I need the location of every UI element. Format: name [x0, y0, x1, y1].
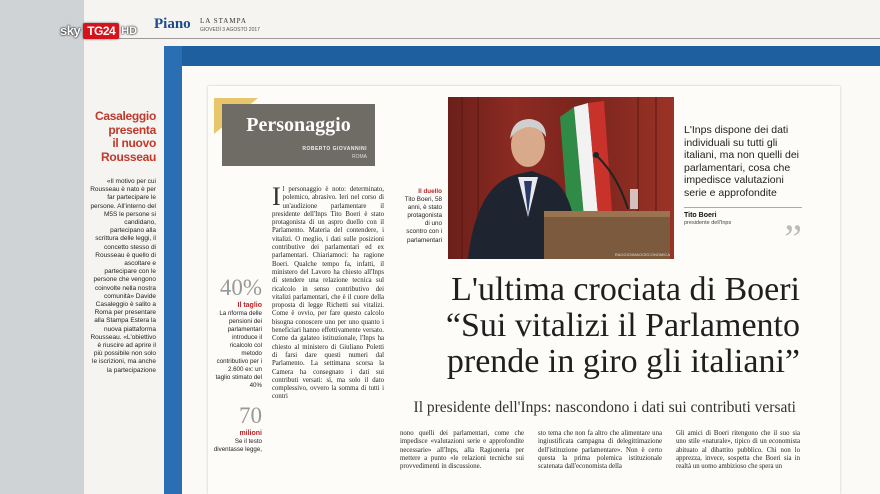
article-column: Gli amici di Boeri ritengono che il suo sia uno stile «naturale», tipico di un economista abituato al dibattito pubblico. Chi non lo apprezza, invece, sospetta che Boeri sia in realtà un uomo ambizioso che spera un: [676, 430, 800, 471]
stat-value: 40%: [219, 275, 262, 300]
stat-item: [212, 404, 262, 454]
pull-quote: [684, 124, 802, 261]
headline-line: “Sui vitalizi il Parlamento: [445, 307, 800, 344]
headline-line: L'ultima crociata di Boeri: [451, 271, 800, 308]
publication-date: GIOVEDÌ 3 AGOSTO 2017: [200, 27, 260, 33]
photo-caption: [404, 188, 442, 245]
dateline-city: ROMA: [352, 154, 367, 160]
article-body: [272, 182, 384, 402]
quote-author: Tito Boeri: [684, 211, 717, 219]
channel-logo: [60, 21, 137, 40]
quote-mark-icon: ”: [784, 216, 802, 261]
drop-cap: I: [272, 182, 281, 211]
channel-name: TG24: [83, 23, 119, 39]
brand-name: sky: [60, 23, 81, 38]
quote-author-role: presidente dell'Inps: [684, 219, 732, 226]
photo-illustration: [448, 97, 674, 259]
stat-label: Il taglio: [237, 302, 262, 309]
stat-item: [212, 276, 262, 390]
stat-value: 70: [239, 403, 262, 428]
masthead: LA STAMPA: [200, 17, 247, 25]
article-photo: [448, 97, 674, 259]
blue-band: [164, 46, 880, 66]
section-box: [222, 104, 375, 166]
article-column: nono quelli dei parlamentari, come che impedisce «valutazioni serie e approfondite necessarie» all'Inps, alla Ragioneria per mettere a punto «le relazioni tecniche sui provvedimenti in discussione.: [400, 430, 524, 471]
hd-badge: HD: [121, 24, 138, 37]
photo-credit: RAGGIO/IMAGOECONOMICA: [614, 252, 670, 257]
side-stats: [212, 276, 262, 454]
quote-text: L'Inps dispone dei dati individuali su tutti gli italiani, ma non quelli dei parlamentari, cosa che impedisce valutazioni serie e approfondite: [684, 124, 799, 199]
author-name: ROBERTO GIOVANNINI: [302, 146, 367, 152]
caption-label: Il duello: [418, 188, 442, 195]
section-name: Piano: [154, 16, 191, 32]
caption-text: Tito Boeri, 58 anni, è stato protagonista di uno scontro con i parlamentari: [404, 196, 442, 244]
blue-side-strip: [164, 46, 182, 494]
stat-label: milioni: [239, 430, 262, 437]
article-subhead: Il presidente dell'Inps: nascondono i dati sui contributi versati: [413, 399, 796, 416]
left-headline: Casaleggio presenta il nuovo Rousseau: [94, 109, 156, 164]
stat-description: La riforma delle pensioni dei parlamentari introduce il ricalcolo col metodo contributivo per i 2.600 ex: un taglio stimato del 40%: [215, 310, 262, 389]
stat-description: Se il testo diventasse legge,: [213, 438, 262, 453]
quote-rule: [684, 207, 802, 208]
left-column-story: [90, 110, 156, 375]
body-text: l personaggio è noto: determinato, polemico, abrasivo. Ieri nel corso di un'audizione parlamentare il presidente dell'Inps Tito Boeri è stato protagonista di un aspro duello con il Parlamento. Materia del contendere, i vitalizi. O meglio, i dati sulle posizioni contributive dei parlamentari ed ex parlamentari. Chiariamoci: ha ragione Boeri. Qualche tempo fa, infatti, il ministero del Lavoro ha chiesto all'Inps di stendere una relazione tecnica sul ricalcolo in senso contributivo dei vitalizi parlamentari, che è il cuore della proposta di legge Richetti sui vitalizi. Come è ovvio, per fare questo calcolo bisogna conoscere uno per uno quanto i beneficiari hanno effettivamente versato. Come da galateo istituzionale, l'Inps ha chiesto al ministero di Giuliano Poletti di farsi dare questi numeri dal Parlamento. La settimana scorsa la Camera ha consegnato i dati sui contributi versati: sì, ma solo il dato complessivo, ovvero la somma di tutti i contri: [272, 186, 384, 401]
headline-line: prende in giro gli italiani”: [446, 343, 800, 380]
header-rule: [84, 38, 880, 39]
article-column: sto tema che non fa altro che alimentare una ingiustificata campagna di delegittimazione dell'istituzione parlamentare». Non è certo questa la prima polemica istituzionale scatenata dall'economista della: [538, 430, 662, 471]
left-body: «Il motivo per cui Rousseau è nato è per far partecipare le persone. All'interno del M5S le persone si candidano, partecipano alla scrittura delle leggi, il concetto stesso di Rousseau è quello di ascoltare e partecipare con le persone che vengono coinvolte nella nostra comunità» Davide Casaleggio è salito a Roma per presentare alla Stampa Estera la nuova piattaforma Rousseau. «L'obiettivo è riuscire ad aprire il più possibile non solo le iscrizioni, ma anche la partecipazione: [90, 178, 156, 374]
section-title: Personaggio: [246, 114, 351, 136]
article-headline: [400, 272, 800, 380]
